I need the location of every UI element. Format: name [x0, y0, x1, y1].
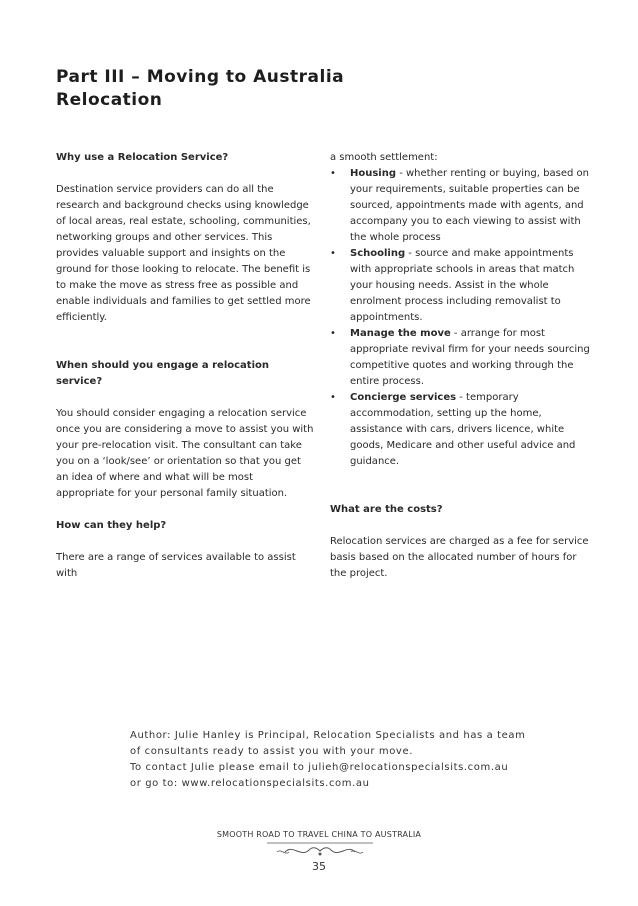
bullet-icon: • [330, 392, 336, 403]
page-number: 35 [312, 860, 326, 873]
author-note [130, 728, 526, 792]
paragraph-why: Destination service providers can do all the research and background checks using knowledge of local areas, real estate, schooling, communities, networking groups and other services. This provides valuable support and insights on the ground for those looking to relocate. The benefit is to make the move as stress free as possible and enable individuals and families to get settled more efficiently. [56, 184, 311, 323]
right-column [330, 150, 590, 582]
paragraph-costs: Relocation services are charged as a fee for service basis based on the allocated number of hours for the project. [330, 536, 589, 579]
paragraph-when: You should consider engaging a relocation service once you are considering a move to assist you with your pre-relocation visit. The consultant can take you on a ‘look/see’ or orientation so that you get an idea of where and what will be most appropriate for your personal family situation. [56, 408, 314, 499]
title-line-1: Part III – Moving to Australia [56, 67, 345, 87]
paragraph-how: There are a range of services available to assist with [56, 552, 296, 579]
author-line-4: or go to: www.relocationspecialsits.com.au [130, 778, 370, 789]
term-schooling: Schooling [350, 248, 406, 259]
list-item-concierge [330, 390, 590, 470]
paragraph-settlement: a smooth settlement: [330, 152, 438, 163]
footer-title: SMOOTH ROAD TO TRAVEL CHINA TO AUSTRALIA [216, 830, 422, 839]
text-housing: - whether renting or buying, based on your requirements, suitable properties can be sourced, appointments made with agents, and accompany you to each viewing to assist with the whole process [350, 168, 589, 243]
bullet-icon: • [330, 328, 336, 339]
text-schooling: - source and make appointments with appropriate schools in areas that match your housing needs. Assist in the whole enrolment process including removalist to appointments. [350, 248, 575, 323]
term-concierge: Concierge services [350, 392, 457, 403]
term-housing: Housing [350, 168, 397, 179]
author-line-1: Author: Julie Hanley is Principal, Relocation Specialists and has a team [130, 730, 526, 741]
left-column [56, 150, 314, 582]
text-concierge: - temporary accommodation, setting up the home, assistance with cars, drivers licence, white goods, Medicare and other useful advice and guidance. [350, 392, 576, 467]
bullet-icon: • [330, 248, 336, 259]
services-list [330, 166, 590, 470]
heading-how: How can they help? [56, 520, 167, 531]
list-item-schooling [330, 246, 590, 326]
title-line-2: Relocation [56, 90, 163, 110]
list-item-housing [330, 166, 590, 246]
heading-costs: What are the costs? [330, 504, 443, 515]
heading-when: When should you engage a relocation service? [56, 360, 269, 387]
author-line-3: To contact Julie please email to julieh@relocationspecialsits.com.au [130, 762, 509, 773]
author-line-2: of consultants ready to assist you with your move. [130, 746, 413, 757]
list-item-manage [330, 326, 590, 390]
page-title [56, 66, 344, 112]
flourish-ornament-icon [265, 840, 375, 860]
text-manage: - arrange for most appropriate revival firm for your needs sourcing competitive quotes and working through the entire process. [350, 328, 590, 387]
term-manage: Manage the move [350, 328, 451, 339]
bullet-icon: • [330, 168, 336, 179]
heading-why: Why use a Relocation Service? [56, 152, 229, 163]
